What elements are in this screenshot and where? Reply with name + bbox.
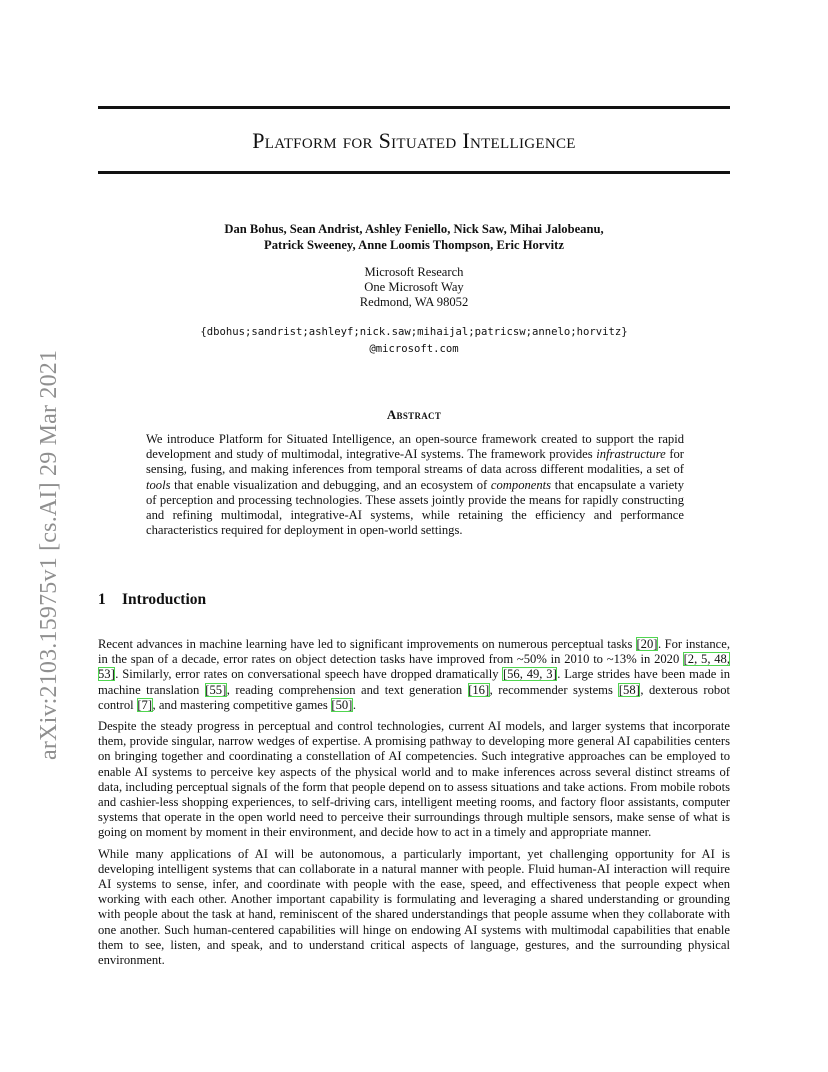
citation-link[interactable]: [56, 49, 3] (502, 667, 557, 682)
section-heading-introduction (98, 591, 206, 609)
citation-link[interactable]: [2, 5, 48, 53] (98, 652, 731, 682)
text-segment: , dexterous robot control (98, 682, 730, 712)
email-line-1: {dbohus;sandrist;ashleyf;nick.saw;mihaijal;patricsw;annelo;horvitz} (200, 326, 628, 338)
author-emails (98, 324, 730, 358)
intro-paragraph-1 (98, 637, 730, 713)
text-segment: . For instance, in the span of a decade, error rates on object detection tasks have improved from ~50% in 2010 to ~13% in 2020 (98, 637, 730, 667)
intro-paragraph-2: Despite the steady progress in perceptual and control technologies, current AI models, and larger systems that incorporate them, provide singular, narrow wedges of expertise. A promising pathway to developing more general AI capabilities centers on bringing together and coordinating a constellation of AI competencies. Such integrative approaches can be employed to enable AI systems to perceive key aspects of the physical world and to make inferences across several distinct streams of data, including perceptual signals of the form that people depend on to assess situations and take actions. From mobile robots and cashier-less shopping experiences, to self-driving cars, intelligent meeting rooms, and factory floor assistants, computer systems that operate in the open world need to perceive their surroundings through multiple sensors, make sense of what is going on moment by moment in their environment, and decide how to act in a timely and appropriate manner. (98, 719, 730, 840)
title-bottom-rule (98, 171, 730, 174)
citation-link[interactable]: [55] (205, 682, 227, 697)
text-segment: Recent advances in machine learning have led to significant improvements on numerous perceptual tasks (98, 637, 636, 651)
text-segment: , recommender systems (489, 682, 619, 697)
author-list (98, 221, 730, 253)
affiliation-line-1: Microsoft Research (364, 265, 464, 279)
text-segment: . Large strides have been made in machine translation (98, 667, 731, 697)
citation-link[interactable]: [20] (636, 637, 658, 651)
citation-link[interactable]: [16] (468, 682, 490, 697)
citation-link[interactable]: [58] (618, 682, 640, 697)
paper-title: Platform for Situated Intelligence (252, 128, 576, 153)
abstract-emphasis: infrastructure (596, 447, 666, 462)
citation-link[interactable]: [50] (331, 697, 353, 712)
abstract-emphasis: tools (146, 477, 171, 492)
affiliation (98, 265, 730, 310)
citation-link[interactable]: [7] (137, 697, 153, 712)
text-segment: . (352, 697, 357, 712)
arxiv-stamp: arXiv:2103.15975v1 [cs.AI] 29 Mar 2021 (36, 349, 62, 760)
introduction-body (98, 637, 730, 974)
email-line-2: @microsoft.com (369, 343, 459, 355)
author-line-1: Dan Bohus, Sean Andrist, Ashley Feniello, Nick Saw, Mihai Jalobeanu, (224, 222, 604, 236)
abstract-emphasis: components (490, 477, 552, 492)
abstract-text (146, 432, 684, 538)
section-number: 1 (98, 591, 106, 608)
title-top-rule (98, 106, 730, 109)
abstract-segment: that encapsulate a variety of perception and processing technologies. These assets jointly provide the means for rapidly constructing and refining multimodal, integrative-AI systems, while retaining the efficiency and performance characteristics required for deployment in open-world settings. (146, 477, 684, 538)
abstract-segment: We introduce Platform for Situated Intelligence, an open-source framework created to support the rapid development and study of multimodal, integrative-AI systems. The framework provides (146, 432, 684, 462)
text-segment: , reading comprehension and text generation (226, 682, 468, 697)
text-segment: . Similarly, error rates on conversational speech have dropped dramatically (115, 667, 503, 682)
abstract-heading: Abstract (386, 407, 442, 422)
author-line-2: Patrick Sweeney, Anne Loomis Thompson, Eric Horvitz (264, 238, 564, 252)
section-title: Introduction (122, 591, 207, 608)
abstract-segment: for sensing, fusing, and making inferences from temporal streams of data across different modalities, a set of (146, 447, 685, 477)
intro-paragraph-3: While many applications of AI will be autonomous, a particularly important, yet challenging opportunity for AI is developing intelligent systems that can collaborate in a natural manner with people. Fluid human-AI interaction will require AI systems to sense, infer, and coordinate with people with the ease, speed, and effectiveness that people expect when working with each other. Another important capability is formulating and leveraging a shared understanding or grounding with people about the task at hand, reminiscent of the shared understandings that people assume when they collaborate with one another. Such human-centered capabilities will hinge on endowing AI systems with multimodal capabilities that enable them to see, listen, and speak, and to understand critical aspects of language, gestures, and the surrounding physical environment. (98, 846, 730, 968)
abstract-segment: that enable visualization and debugging, and an ecosystem of (170, 477, 491, 492)
text-segment: , and mastering competitive games (152, 697, 331, 712)
affiliation-line-2: One Microsoft Way (364, 280, 464, 294)
affiliation-line-3: Redmond, WA 98052 (359, 295, 469, 309)
